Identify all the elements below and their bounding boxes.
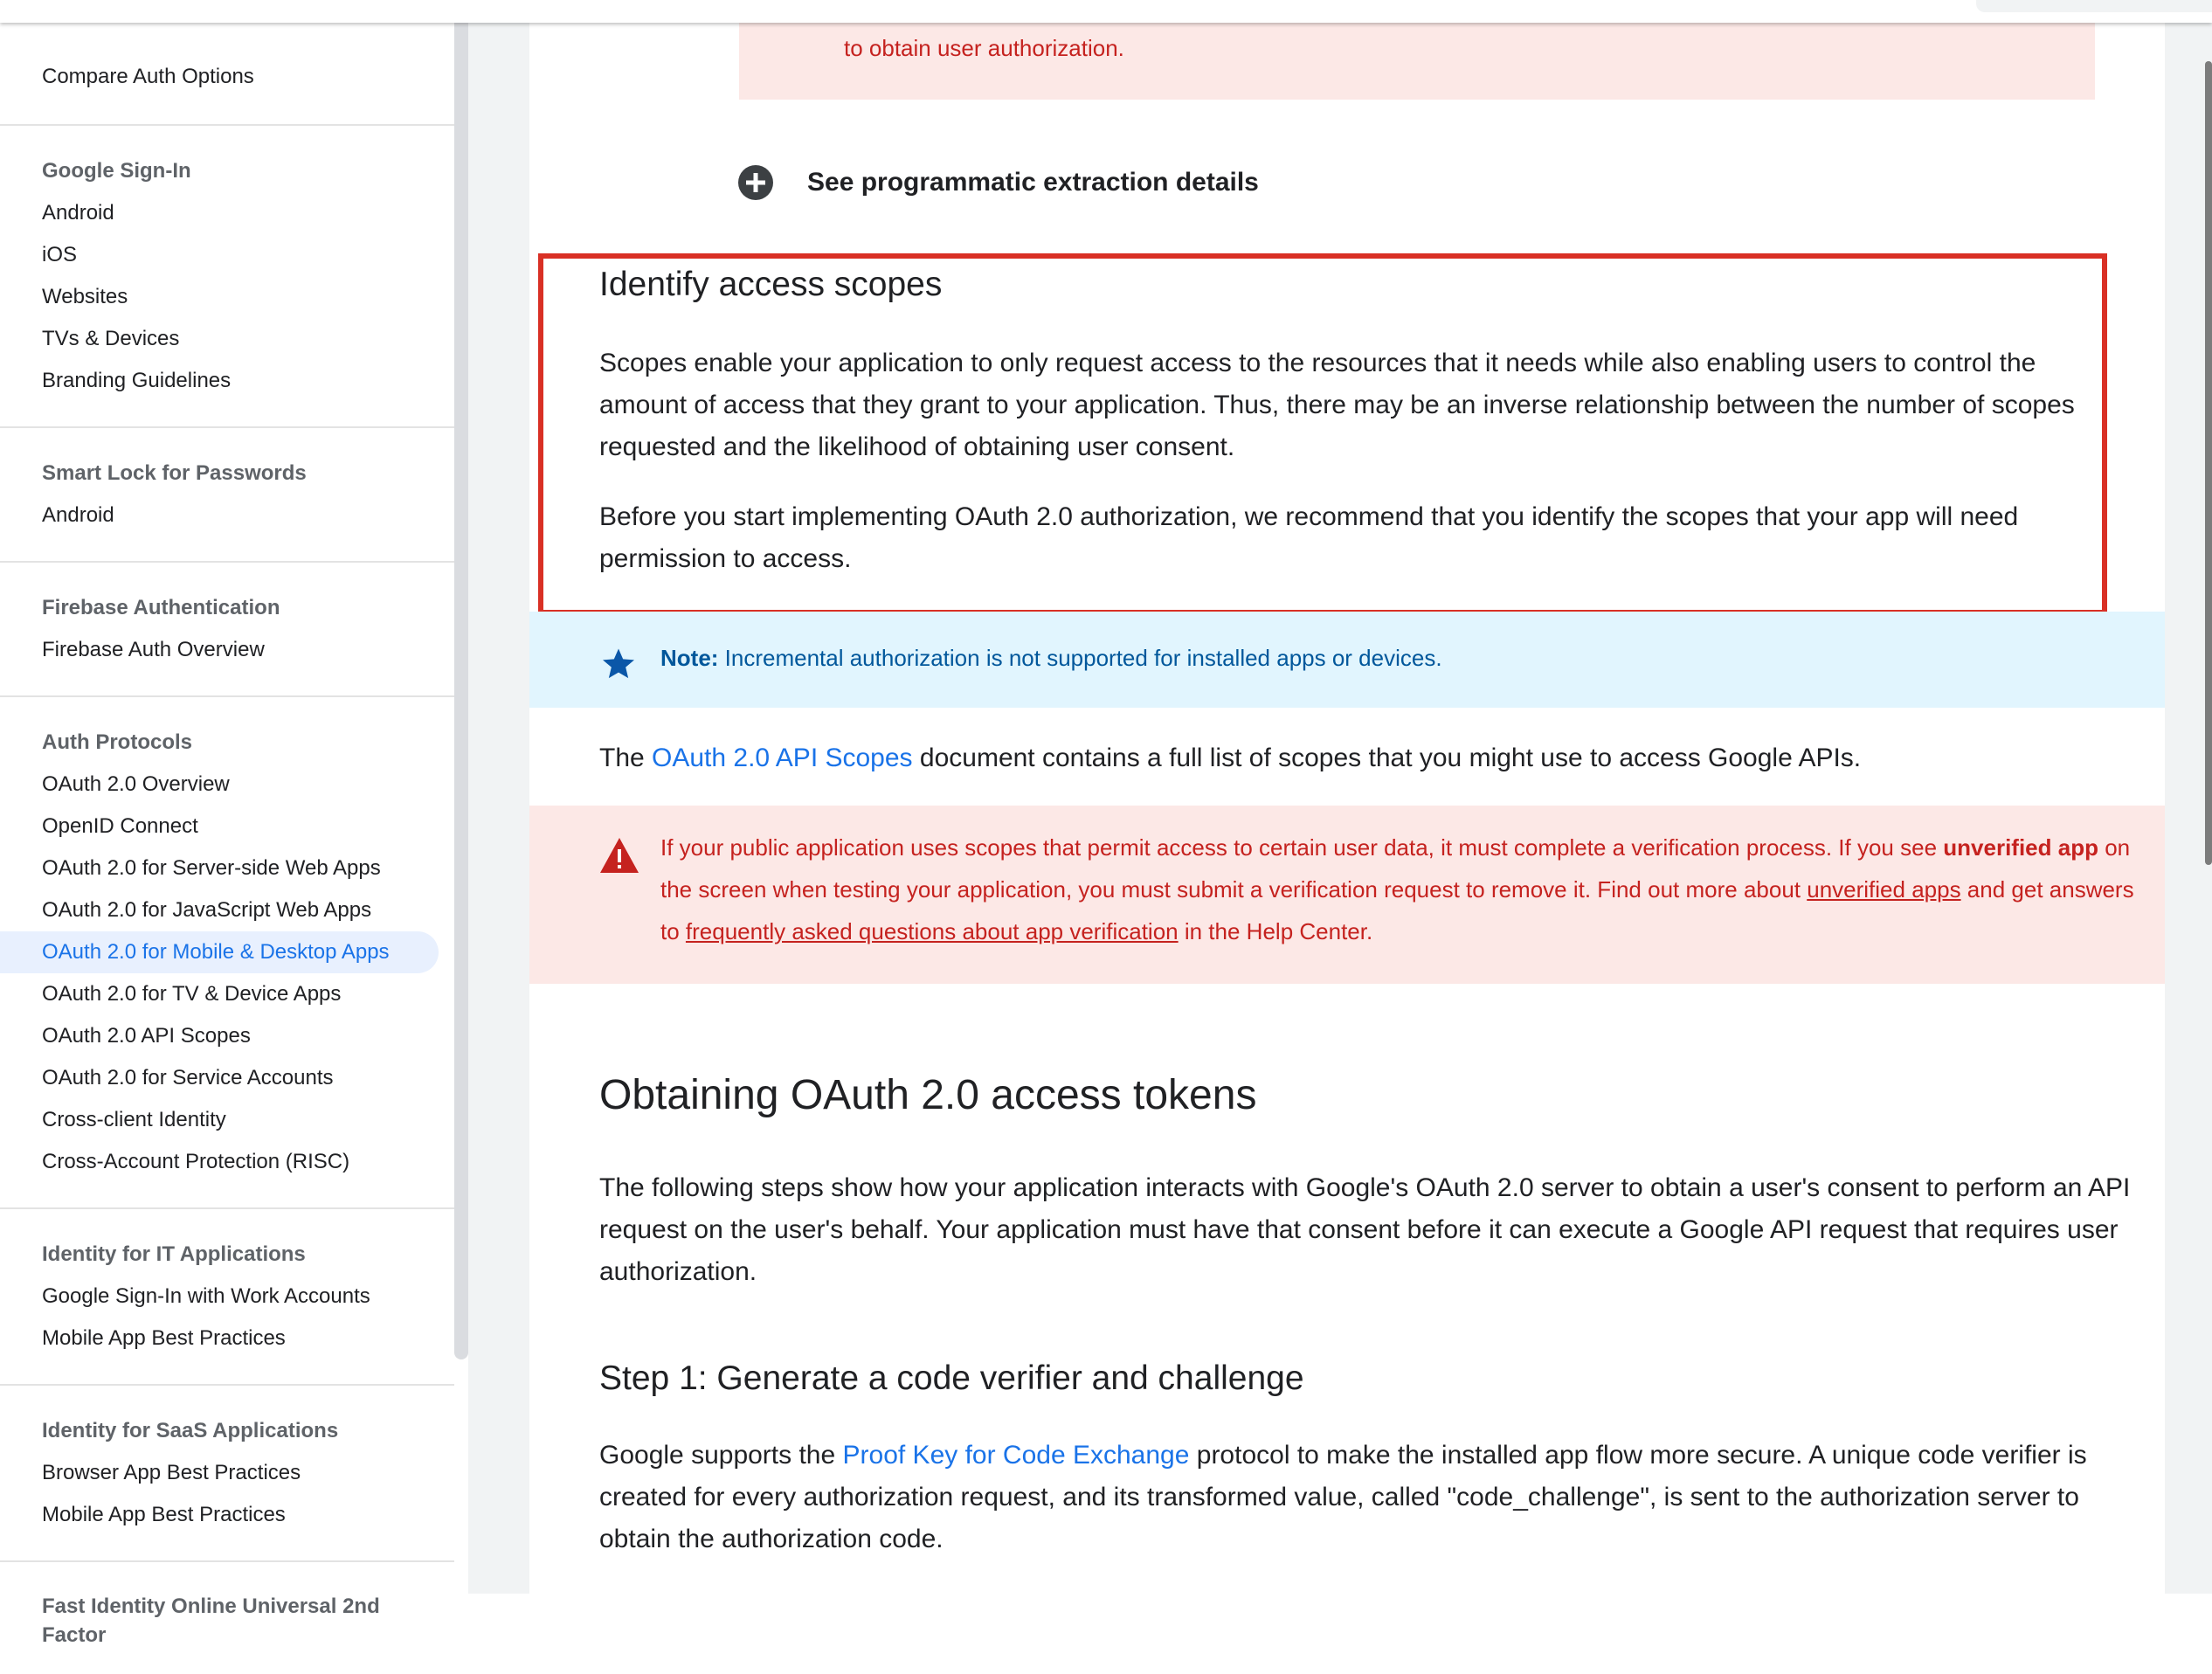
nav-item-browser-app-best-practices[interactable]: Browser App Best Practices (42, 1461, 301, 1484)
warning-text (660, 827, 2146, 952)
nav-heading[interactable]: Identity for IT Applications (42, 1242, 306, 1266)
nav-heading[interactable]: Smart Lock for Passwords (42, 461, 307, 485)
nav-item-oauth-tv-device[interactable]: OAuth 2.0 for TV & Device Apps (42, 982, 342, 1006)
nav-item-sign-in-work-accounts[interactable]: Google Sign-In with Work Accounts (42, 1284, 370, 1308)
nav-item-android[interactable]: Android (42, 503, 114, 527)
nav-section-identity-it (0, 1234, 454, 1386)
search-box[interactable] (1976, 0, 2212, 12)
nav-section-identity-saas (0, 1410, 454, 1562)
warning-triangle-icon (599, 837, 639, 874)
nav-section-firebase (0, 587, 454, 697)
nav-item-websites[interactable]: Websites (42, 285, 128, 308)
text-segment: protocol to make the installed app flow more secure. A unique code verifier is created for every authorization request, and its transformed value, called "code_challenge", is sent to the authorization server to obtain the authorization code. (599, 1441, 2087, 1553)
link-pkce[interactable]: Proof Key for Code Exchange (842, 1441, 1190, 1470)
section-title-obtaining-tokens: Obtaining OAuth 2.0 access tokens (599, 1072, 1257, 1118)
plus-circle-icon[interactable] (737, 164, 774, 201)
nav-section-auth-protocols (0, 722, 454, 1209)
page-gutter-left (468, 23, 529, 1594)
nav-item-ios[interactable]: iOS (42, 243, 78, 266)
main-content (529, 23, 2165, 1594)
note-body: Incremental authorization is not supported for installed apps or devices. (718, 645, 1442, 671)
text-segment: Google supports the (599, 1441, 843, 1470)
text-segment: If your public application uses scopes that permit access to certain user data, it must complete a verification process. If you see (660, 834, 1944, 861)
text-segment: on the screen when testing your application, you must submit a verification request to remove it. Find out more about (660, 834, 2131, 903)
text-segment: in the Help Center. (1178, 918, 1373, 944)
text-segment: document contains a full list of scopes that you might use to access Google APIs. (912, 744, 1862, 772)
nav-item-tvs-devices[interactable]: TVs & Devices (42, 327, 180, 350)
expander-label[interactable]: See programmatic extraction details (807, 168, 1259, 197)
star-icon (601, 647, 636, 681)
sidebar-scrollbar[interactable] (454, 23, 468, 1359)
section-title-step-1: Step 1: Generate a code verifier and challenge (599, 1359, 1304, 1397)
nav-section-smart-lock (0, 453, 454, 563)
nav-item-mobile-app-best-practices[interactable]: Mobile App Best Practices (42, 1326, 286, 1350)
link-unverified-apps[interactable]: unverified apps (1807, 876, 1961, 903)
nav-item-compare-auth-options[interactable]: Compare Auth Options (42, 65, 254, 88)
sidebar-nav (0, 23, 454, 1647)
nav-heading[interactable]: Fast Identity Online Universal 2nd Factor (42, 1594, 380, 1647)
nav-item-oauth-api-scopes[interactable]: OAuth 2.0 API Scopes (42, 1024, 251, 1048)
nav-section-compare (0, 23, 454, 126)
section-title-access-scopes: Identify access scopes (599, 266, 943, 303)
nav-item-branding-guidelines[interactable]: Branding Guidelines (42, 369, 232, 392)
nav-section-google-sign-in (0, 150, 454, 428)
note-label: Note: (660, 645, 719, 671)
programmatic-extraction-expander[interactable] (737, 164, 1259, 201)
link-oauth-api-scopes[interactable]: OAuth 2.0 API Scopes (652, 744, 913, 772)
nav-heading[interactable]: Firebase Authentication (42, 596, 280, 619)
paragraph: Before you start implementing OAuth 2.0 authorization, we recommend that you identify the scopes that your app will need permission to access. (599, 502, 2019, 573)
caution-text: to obtain user authorization. (844, 35, 1124, 61)
nav-item-oauth-overview[interactable]: OAuth 2.0 Overview (42, 772, 230, 796)
paragraph: Scopes enable your application to only request access to the resources that it needs while also enabling users to control the amount of access that they grant to your application. Thus, there may be an inverse relationship between the number of scopes requested and the likelihood of obtaining user consent. (599, 349, 2075, 461)
page-scrollbar[interactable] (2205, 61, 2212, 865)
paragraph-scopes-doc (599, 737, 1861, 779)
nav-item-cross-client-identity[interactable]: Cross-client Identity (42, 1108, 226, 1131)
nav-item-oauth-server-side[interactable]: OAuth 2.0 for Server-side Web Apps (42, 856, 381, 880)
note-box (529, 612, 2165, 708)
link-app-verification-faq[interactable]: frequently asked questions about app verification (685, 918, 1179, 944)
nav-heading[interactable]: Identity for SaaS Applications (42, 1419, 339, 1442)
text-segment: and get answers to (660, 876, 2134, 944)
nav-item-oauth-service-accounts[interactable]: OAuth 2.0 for Service Accounts (42, 1066, 334, 1089)
nav-heading[interactable]: Auth Protocols (42, 730, 192, 754)
paragraph-pkce (599, 1435, 2137, 1560)
caution-box (739, 23, 2095, 100)
nav-item-mobile-app-best-practices[interactable]: Mobile App Best Practices (42, 1503, 286, 1526)
nav-item-oauth-mobile-desktop[interactable]: OAuth 2.0 for Mobile & Desktop Apps (0, 931, 439, 973)
nav-item-android[interactable]: Android (42, 201, 114, 225)
text-bold: unverified app (1943, 834, 2098, 861)
top-bar (0, 0, 2212, 23)
warning-box (529, 806, 2165, 984)
nav-item-firebase-auth-overview[interactable]: Firebase Auth Overview (42, 638, 265, 661)
nav-item-oauth-javascript[interactable]: OAuth 2.0 for JavaScript Web Apps (42, 898, 372, 922)
note-text (660, 645, 1442, 672)
text-segment: The (599, 744, 653, 772)
nav-item-risc[interactable]: Cross-Account Protection (RISC) (42, 1150, 350, 1173)
paragraph: The following steps show how your application interacts with Google's OAuth 2.0 server to obtain a user's consent to perform an API request on the user's behalf. Your application must have that consent before it can execute a Google API request that requires user authorization. (599, 1173, 2131, 1286)
nav-heading[interactable]: Google Sign-In (42, 159, 191, 183)
nav-section-fido (0, 1587, 454, 1674)
nav-item-openid-connect[interactable]: OpenID Connect (42, 814, 198, 838)
